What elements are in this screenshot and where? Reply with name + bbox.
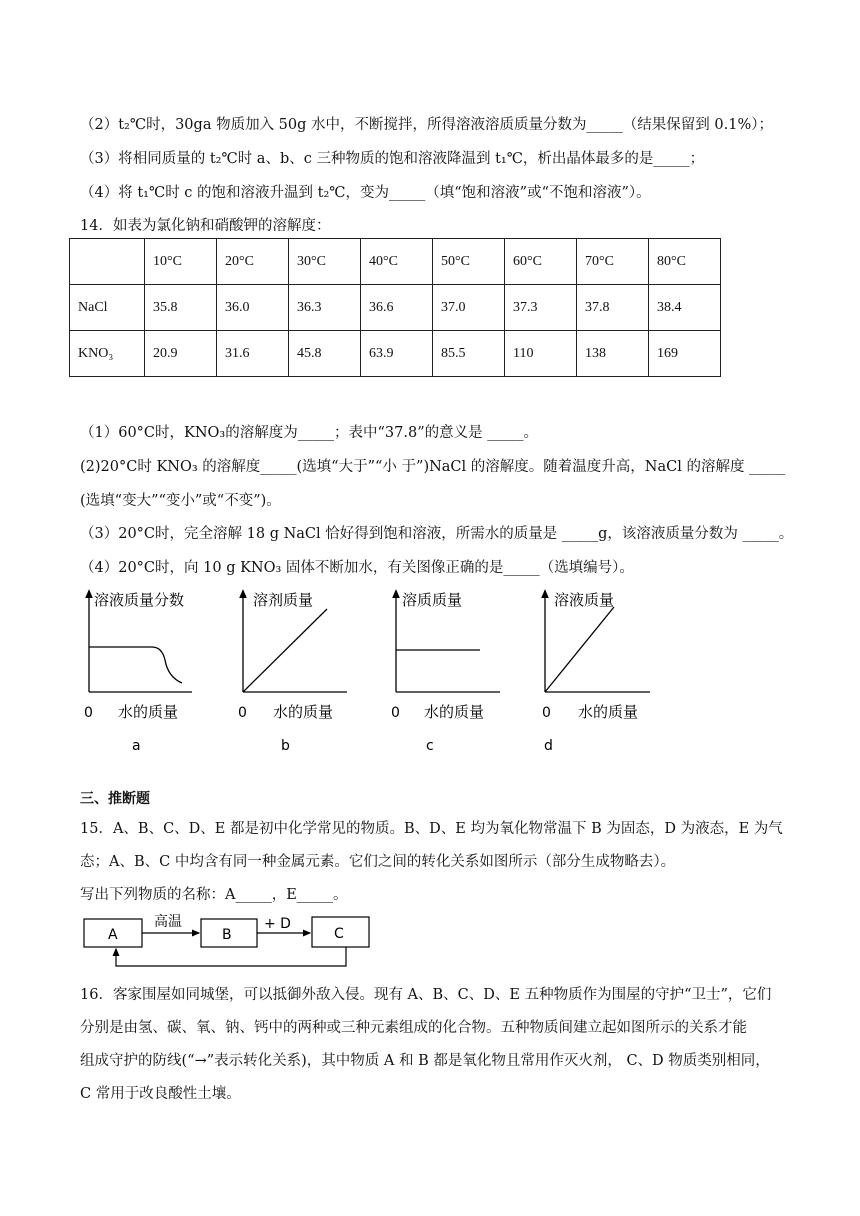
q16-line3: 组成守护的防线(“→”表示转化关系)，其中物质 A 和 B 都是氧化物且常用作灭火剂， C、D 物质类别相同， [80,1053,770,1069]
table-cell: 169 [649,331,721,377]
table-cell: 35.8 [145,285,217,331]
x-axis-label: 水的质量 [578,703,639,721]
q13-part2: （2）t₂℃时，30ga 物质加入 50g 水中，不断搅拌，所得溶液溶质质量分数为_____（结果保留到 0.1%）； [80,117,773,133]
table-header-cell: 50°C [433,239,505,285]
curve [89,647,182,683]
x-axis-label: 水的质量 [424,703,485,721]
origin-label: 0 [542,705,551,721]
q15-line1: 15．A、B、C、D、E 都是初中化学常见的物质。B、D、E 均为氧化物常温下 B 为固态，D 为液态，E 为气 [80,821,783,837]
table-header-cell: 60°C [505,239,577,285]
q15-line3: 写出下列物质的名称：A_____，E_____。 [80,887,348,903]
conversion-diagram [80,906,380,976]
table-cell: 36.6 [361,285,433,331]
table-cell: NaCl [70,285,145,331]
table-cell: 63.9 [361,331,433,377]
table-header-row [70,239,721,285]
table-row [70,331,721,377]
line [545,607,614,692]
box-b-label: B [222,927,232,943]
y-axis-label: 溶液质量分数 [94,591,185,609]
table-cell: 138 [577,331,649,377]
graph-caption: a [132,738,141,754]
table-cell: 38.4 [649,285,721,331]
table-cell: KNO₃ [70,331,145,377]
graph-caption: d [544,738,553,754]
graph-d [532,585,672,764]
table-cell: 110 [505,331,577,377]
arrow-c-to-a [116,947,346,966]
q16-line2: 分别是由氢、碳、氧、钠、钙中的两种或三种元素组成的化合物。五种物质间建立起如图所示的关系才能 [80,1020,747,1036]
graph-b [225,585,365,764]
box-a-label: A [108,927,118,943]
q13-part3: （3）将相同质量的 t₂℃时 a、b、c 三种物质的饱和溶液降温到 t₁℃，析出晶体最多的是_____； [80,151,705,167]
table-cell: 20.9 [145,331,217,377]
q13-part4: （4）将 t₁℃时 c 的饱和溶液升温到 t₂℃，变为_____（填“饱和溶液”或“不饱和溶液”）。 [80,185,651,201]
x-axis-label: 水的质量 [118,703,179,721]
q14-part2-line2: (选填“变大”“变小”或“不变”)。 [80,493,281,509]
origin-label: 0 [238,705,247,721]
y-axis-label: 溶质质量 [402,591,463,609]
graph-c [378,585,518,764]
arrow-label-plus-d: + D [264,916,291,932]
table-cell: 85.5 [433,331,505,377]
table-cell: 45.8 [289,331,361,377]
graph-caption: c [426,738,434,754]
x-axis-label: 水的质量 [273,703,334,721]
q16-line4: C 常用于改良酸性土壤。 [80,1086,241,1102]
y-axis-label: 溶剂质量 [253,591,314,609]
table-header-cell: 40°C [361,239,433,285]
q14-part4: （4）20°C时，向 10 g KNO₃ 固体不断加水，有关图像正确的是_____（选填编号）。 [80,560,634,576]
q14-part2-line1: (2)20°C时 KNO₃ 的溶解度_____(选填“大于”“小 于”)NaCl 的溶解度。随着温度升高，NaCl 的溶解度 _____ [80,459,786,475]
table-header-cell: 80°C [649,239,721,285]
y-axis-label: 溶液质量 [554,591,615,609]
graph-a [70,585,210,764]
table-cell: 37.0 [433,285,505,331]
origin-label: 0 [84,705,93,721]
table-cell: 36.0 [217,285,289,331]
table-header-cell [70,239,145,285]
q14-part1: （1）60°C时，KNO₃的溶解度为_____；表中“37.8”的意义是 _____。 [80,425,538,441]
solubility-table [69,238,721,377]
q14-part3: （3）20°C时，完全溶解 18 g NaCl 恰好得到饱和溶液，所需水的质量是 _____g，该溶液质量分数为 _____。 [80,526,794,542]
table-cell: 37.3 [505,285,577,331]
table-cell: 36.3 [289,285,361,331]
table-header-cell: 20°C [217,239,289,285]
box-c-label: C [334,926,344,942]
q14-intro: 14．如表为氯化钠和硝酸钾的溶解度： [80,218,331,234]
table-header-cell: 70°C [577,239,649,285]
origin-label: 0 [391,705,400,721]
graph-caption: b [281,738,290,754]
line [243,609,327,692]
table-cell: 31.6 [217,331,289,377]
table-header-cell: 10°C [145,239,217,285]
q15-line2: 态；A、B、C 中均含有同一种金属元素。它们之间的转化关系如图所示（部分生成物略去）。 [80,854,676,870]
section-heading: 三、推断题 [80,791,150,807]
table-row [70,285,721,331]
q16-line1: 16．客家围屋如同城堡，可以抵御外敌入侵。现有 A、B、C、D、E 五种物质作为围屋的守护“卫士”，它们 [80,987,772,1003]
table-cell: 37.8 [577,285,649,331]
table-header-cell: 30°C [289,239,361,285]
arrow-label-high-temp: 高温 [154,914,182,930]
